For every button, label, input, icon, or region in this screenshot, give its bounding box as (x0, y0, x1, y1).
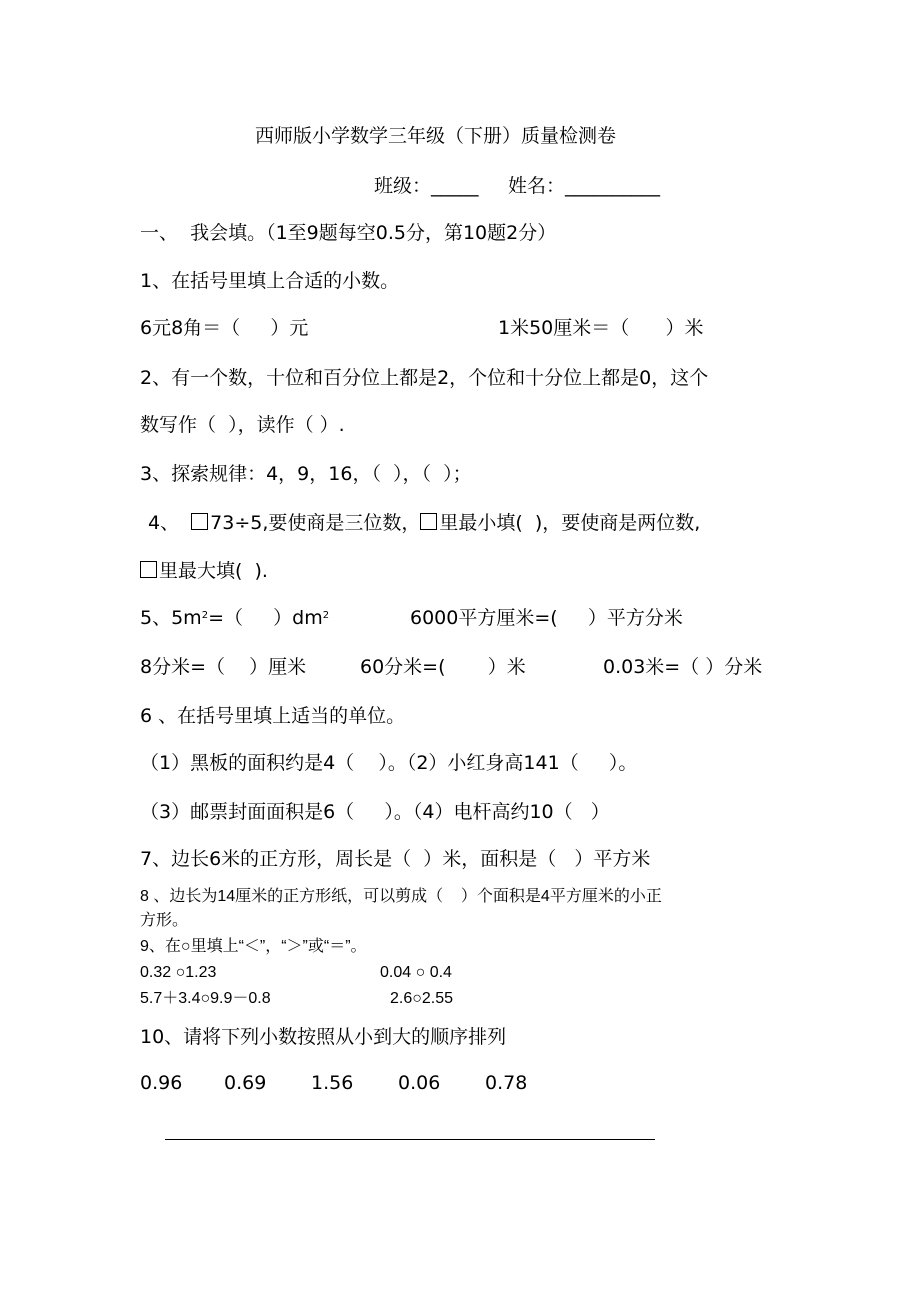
q1-stem: 1、在括号里填上合适的小数。 (140, 270, 400, 292)
q9-item-a: 0.32 ○1.23 (140, 964, 217, 981)
section-heading: 一、 我会填。（1至9题每空0.5分，第10题2分） (140, 222, 557, 244)
name-field: 姓名：__________ (508, 175, 661, 197)
q5-item-a (140, 606, 329, 630)
q2-line1: 2、有一个数，十位和百分位上都是2，个位和十分位上都是0，这个 (140, 367, 709, 389)
q10-stem: 10、请将下列小数按照从小到大的顺序排列 (140, 1026, 507, 1048)
q7: 7、边长6米的正方形，周长是（ ）米，面积是（ ）平方米 (140, 848, 651, 870)
q5-item-e: 0.03米=（ ）分米 (603, 656, 763, 678)
q10-number: 0.69 (224, 1072, 267, 1094)
q2-line2: 数写作（ ），读作（ ）. (140, 414, 345, 436)
q5-item-b: 6000平方厘米=( ）平方分米 (410, 607, 683, 629)
q5-item-c: 8分米=（ ）厘米 (140, 656, 307, 678)
q4-number: 4、 (148, 512, 192, 534)
q4-text-a: 73÷5,要使商是三位数， (210, 512, 421, 534)
q5-a-mid: =（ ）dm (208, 607, 323, 629)
q6-line-a: （1）黑板的面积约是4（ ）。（2）小红身高141（ ）。 (140, 752, 638, 774)
page-title: 西师版小学数学三年级（下册）质量检测卷 (255, 125, 617, 147)
q10-number: 0.78 (485, 1072, 528, 1094)
q9-item-c: 5.7＋3.4○9.9－0.8 (140, 990, 271, 1007)
q4-line1 (148, 511, 700, 535)
q9-item-b: 0.04 ○ 0.4 (380, 964, 452, 981)
answer-line (165, 1139, 655, 1140)
class-field: 班级：_____ (374, 175, 479, 197)
q4-line2 (140, 559, 268, 583)
q5-item-d: 60分米=( ）米 (360, 656, 526, 678)
q1-item-b: 1米50厘米＝（ ）米 (498, 317, 704, 339)
q3: 3、探索规律：4，9，16，（ ），（ ）； (140, 463, 472, 485)
blank-square-icon (140, 561, 157, 578)
q9-stem: 9、在○里填上“＜”，“＞”或“＝”。 (140, 938, 367, 955)
q4-text-c: 里最大填( ). (159, 560, 268, 582)
q10-number: 0.06 (398, 1072, 441, 1094)
blank-square-icon (191, 513, 208, 530)
exponent: 2 (201, 610, 209, 621)
q6-line-b: （3）邮票封面面积是6（ ）。（4）电杆高约10（ ） (140, 801, 610, 823)
q9-item-d: 2.6○2.55 (390, 990, 454, 1007)
q1-item-a: 6元8角＝（ ）元 (140, 317, 309, 339)
q5-a-pre: 5、5m (140, 607, 202, 629)
q10-number: 1.56 (311, 1072, 354, 1094)
q6-stem: 6 、在括号里填上适当的单位。 (140, 705, 406, 727)
q10-number: 0.96 (140, 1072, 183, 1094)
q8-line2: 方形。 (140, 912, 189, 929)
q4-text-b: 里最小填( )，要使商是两位数, (439, 512, 701, 534)
exponent: 2 (322, 610, 330, 621)
blank-square-icon (420, 513, 437, 530)
q8-line1: 8 、边长为14厘米的正方形纸，可以剪成（ ）个面积是4平方厘米的小正 (140, 888, 662, 905)
